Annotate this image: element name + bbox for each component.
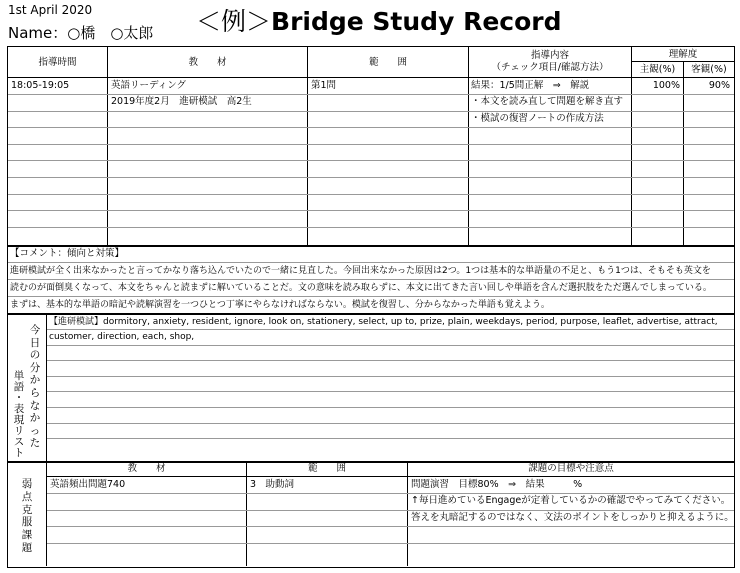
- cell-material: 2019年度2月 進研模試 高2生: [111, 96, 252, 107]
- section-label-char: 分: [29, 361, 41, 374]
- weak-cell-range: 3 助動詞: [250, 479, 295, 490]
- section-label-char: の: [29, 349, 41, 362]
- section-label-char: 克: [21, 503, 33, 516]
- section-label-char: 語: [13, 381, 25, 393]
- grid-rule: [47, 329, 734, 330]
- comment-heading: 【コメント：傾向と対策】: [10, 248, 125, 259]
- student-name: Name：○橋 ○太郎: [8, 24, 154, 42]
- section-label-char: 単: [13, 370, 25, 382]
- header-range: 範 囲: [368, 57, 407, 68]
- title-prefix: ＜例＞: [196, 7, 272, 36]
- section-label-char: か: [29, 412, 41, 425]
- weak-cell-material: 英語頻出問題740: [50, 479, 126, 490]
- section-label-char: 服: [21, 516, 33, 529]
- section-label-char: ス: [13, 436, 25, 448]
- header-understanding: 理解度: [668, 49, 698, 60]
- grid-rule: [47, 345, 734, 346]
- grid-rule: [47, 423, 734, 424]
- cell-subjective: 100%: [652, 80, 680, 91]
- grid-rule: [8, 111, 734, 112]
- grid-rule: [47, 376, 734, 377]
- cell-content: ・模試の復習ノートの作成方法: [471, 113, 604, 124]
- section-label-char: 課: [21, 529, 33, 542]
- header-content: 指導内容: [530, 50, 569, 61]
- section-label-char: 点: [21, 490, 33, 503]
- header-material: 教 材: [188, 57, 227, 68]
- section-label-char: 題: [21, 542, 33, 554]
- section-label-char: た: [29, 437, 41, 450]
- weak-header-range: 範 囲: [307, 463, 346, 474]
- weak-header-material: 教 材: [127, 463, 166, 474]
- weak-cell-goals: 答えを丸暗記するのではなく、文法のポイントをしっかりと抑えるように。: [411, 512, 734, 523]
- grid-rule: [8, 127, 734, 128]
- weak-header-goals: 課題の目標や注意点: [528, 463, 614, 474]
- section-label-char: か: [29, 374, 41, 387]
- word-list-line: 【進研模試】dormitory, anxiety, resident, ignore, look on, stationery, select, up to, prize, plain, weekdays, period, purpose, leaflet, advertise, attract,: [49, 317, 718, 327]
- grid-rule: [8, 210, 734, 211]
- grid-rule: [47, 360, 734, 361]
- grid-rule: [47, 526, 734, 527]
- record-date: 1st April 2020: [8, 3, 93, 17]
- section-label-char: 現: [13, 414, 25, 426]
- section-label-char: 弱: [21, 478, 33, 490]
- grid-rule: [47, 391, 734, 392]
- section-label-char: 表: [13, 403, 25, 415]
- grid-rule: [8, 144, 734, 145]
- grid-rule: [47, 407, 734, 408]
- header-content-sub: （チェック項目/確認方法）: [491, 62, 609, 73]
- grid-rule: [47, 438, 734, 439]
- comment-line: 進研模試が全く出来なかったと言ってかなり落ち込んでいたので一緒に見直した。今回出来なかった原因は2つ。1つは基本的な単語量の不足と、もう1つは、そもそも英文を: [10, 266, 711, 276]
- cell-content: ・本文を読み直して問題を解き直す: [471, 96, 624, 107]
- section-label-char: 日: [29, 336, 41, 349]
- section-label-char: ・: [13, 392, 25, 404]
- cell-material: 英語リーディング: [111, 80, 187, 91]
- title-text: Bridge Study Record: [271, 7, 562, 36]
- section-label-char: ら: [29, 387, 41, 399]
- header-time: 指導時間: [38, 57, 77, 68]
- section-label-char: っ: [29, 424, 41, 437]
- section-label-char: な: [29, 399, 41, 412]
- grid-rule: [8, 94, 734, 95]
- section-label-char: ト: [13, 447, 25, 459]
- word-list-line: customer, direction, each, shop,: [49, 332, 195, 342]
- section-label-char: リ: [13, 425, 25, 437]
- comment-line: 読むのが面倒臭くなって、本文をちゃんと読まずに解いていることだ。文の意味を読み取らずに、本文に出てきた言い回しや単語を含んだ選択肢をただ選んでしまっている。: [10, 283, 712, 293]
- grid-rule: [47, 510, 734, 511]
- grid-rule: [47, 543, 734, 544]
- grid-rule: [47, 493, 734, 494]
- grid-rule: [8, 160, 734, 161]
- grid-rule: [8, 194, 734, 195]
- grid-rule: [8, 177, 734, 178]
- cell-content: 結果：1/5問正解 ⇒ 解説: [471, 80, 590, 91]
- cell-time: 18:05-19:05: [11, 80, 70, 91]
- cell-range: 第1問: [311, 80, 337, 91]
- section-label-char: 今: [29, 324, 41, 336]
- weak-cell-goals: ↑毎日進めているEngageが定着しているかの確認でやってみてください。: [411, 495, 731, 506]
- comment-line: まずは、基本的な単語の暗記や読解演習を一つひとつ丁寧にやらなければならない。模試を復習し、分からなかった単語も覚えよう。: [10, 300, 550, 310]
- weak-cell-goals: 問題演習 目標80% ⇒ 結果 %: [411, 479, 583, 490]
- grid-rule: [8, 227, 734, 228]
- header-objective: 客観(%): [691, 64, 727, 75]
- cell-objective: 90%: [708, 80, 730, 91]
- header-subjective: 主観(%): [639, 64, 676, 75]
- page-title: [196, 2, 562, 38]
